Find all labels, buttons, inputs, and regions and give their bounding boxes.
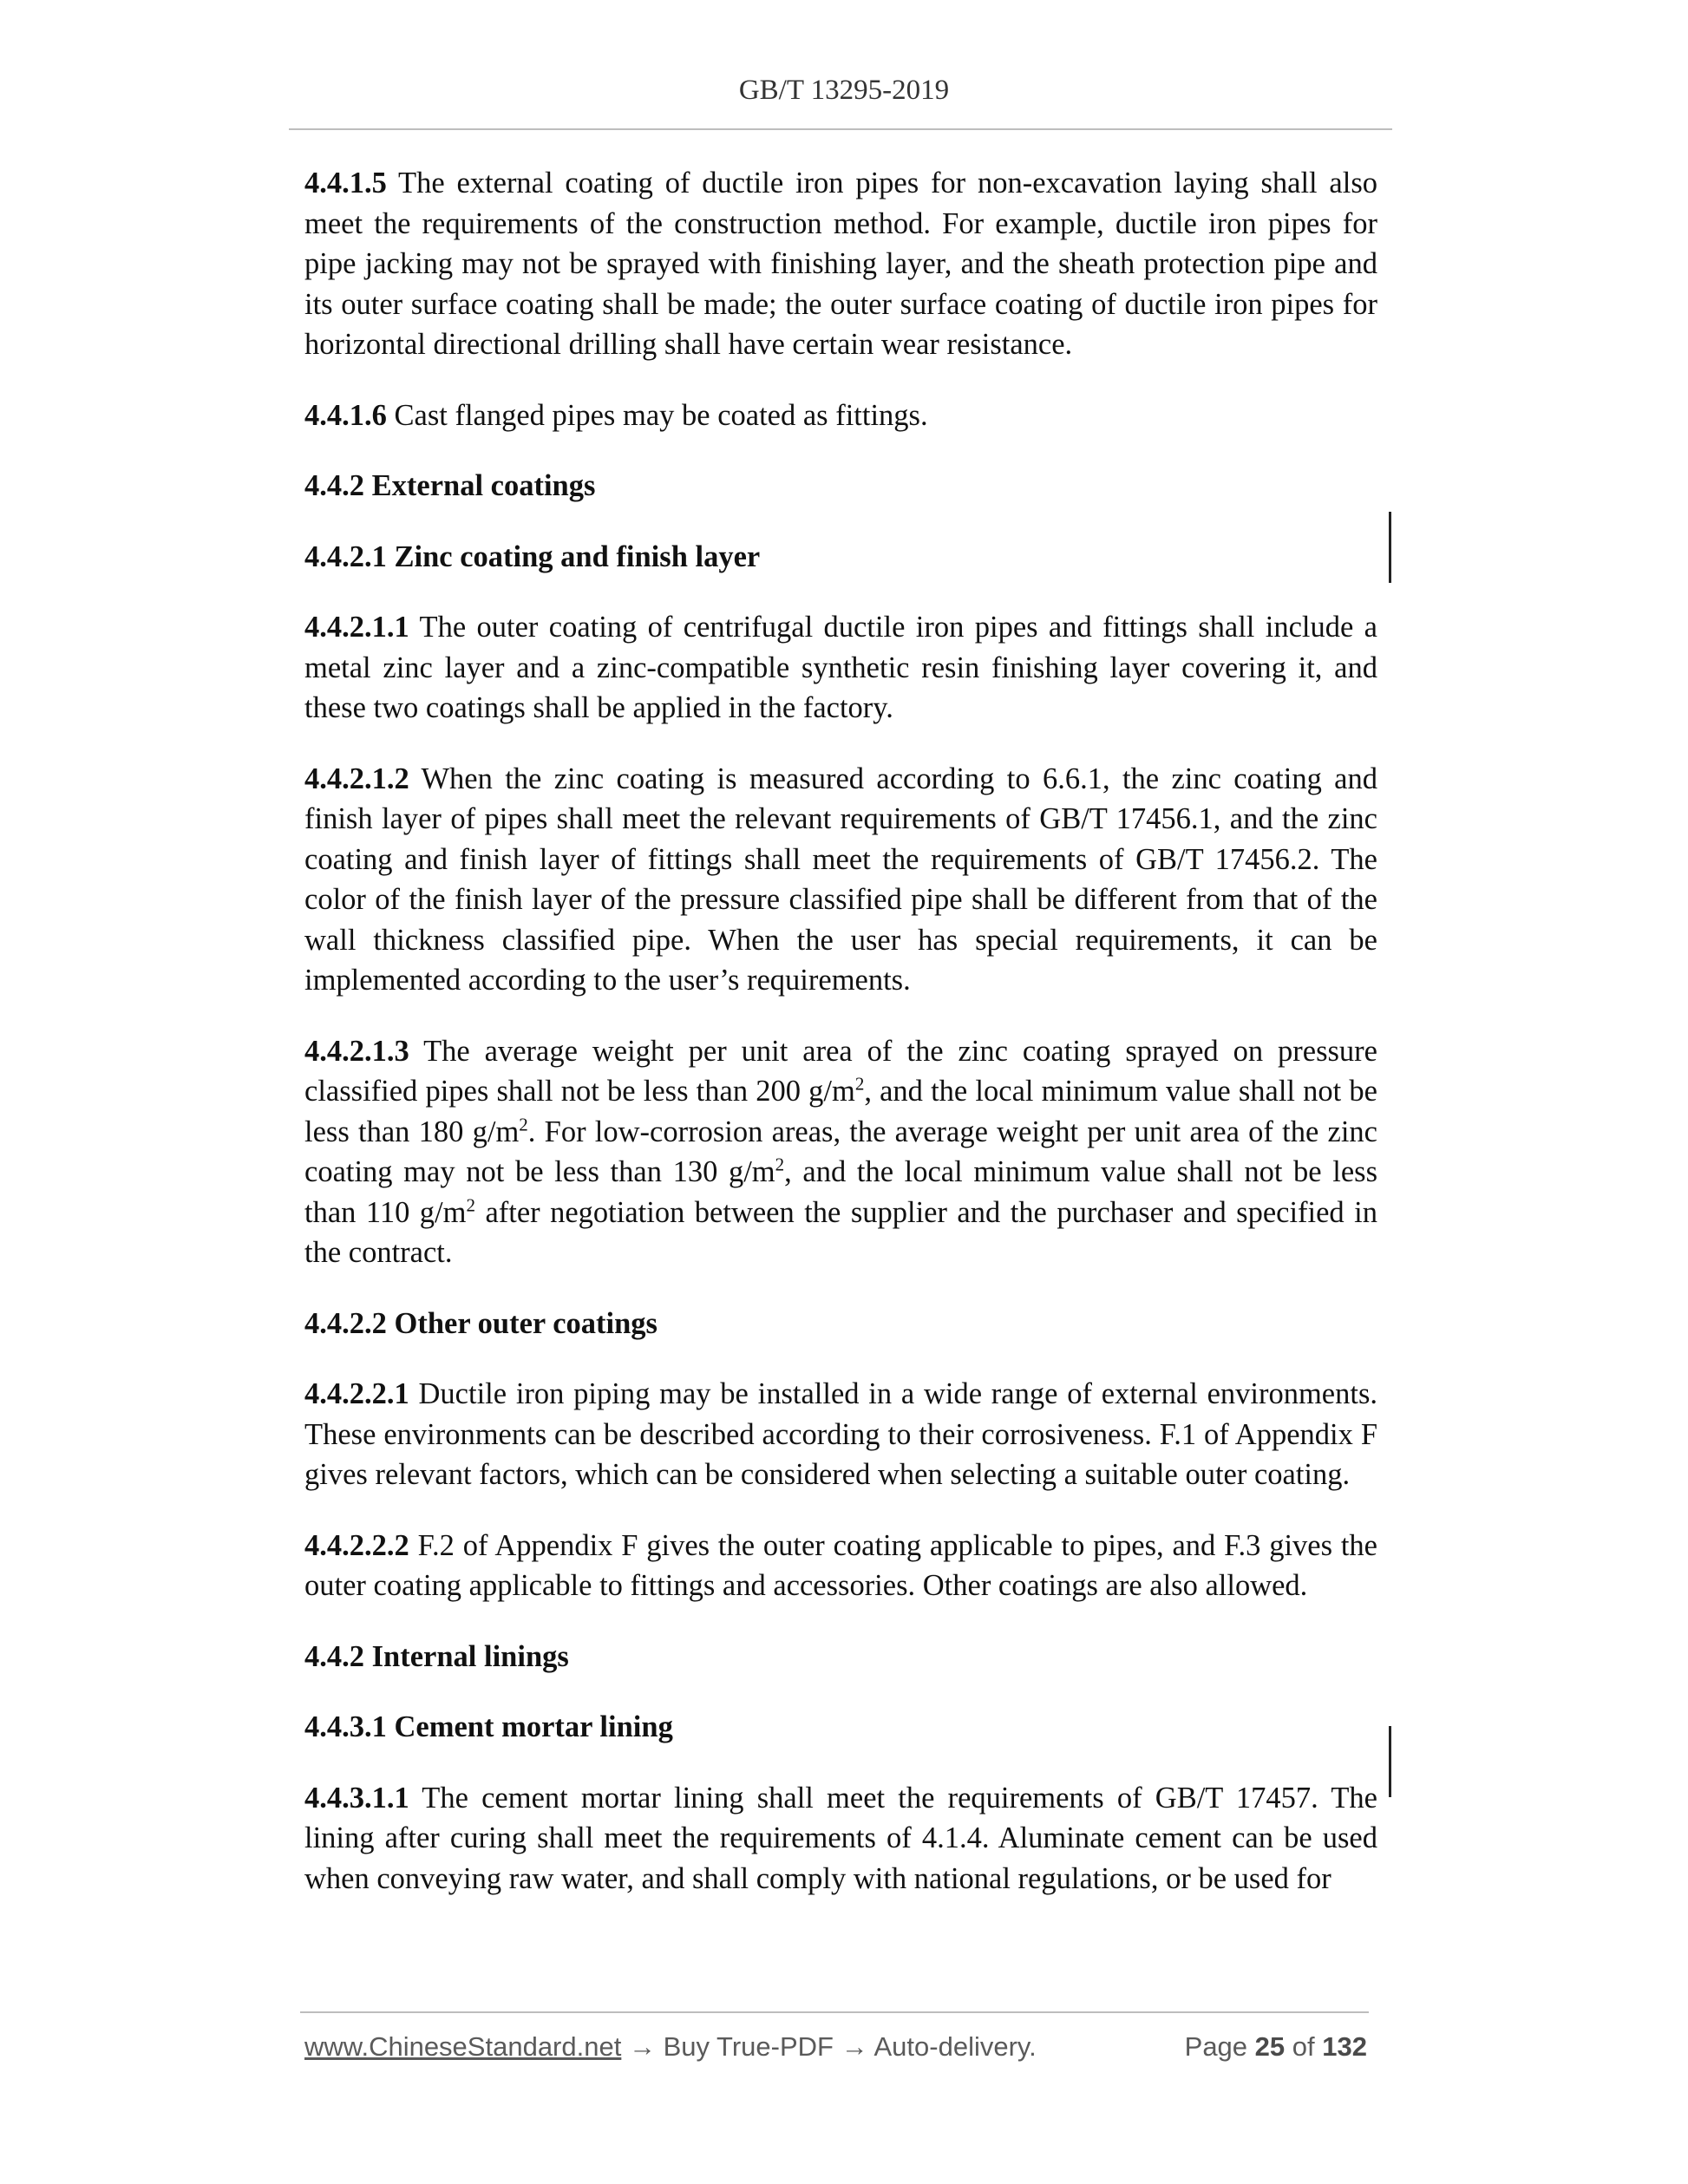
clause-text: When the zinc coating is measured according to 6.6.1, the zinc coating and finish layer of pipes shall meet the relevant requirements of GB/T 17456.1, and the zinc coating and finish layer of fittings shall meet the requirements of GB/T 17456.2. The color of the finish layer of the pressure classified pipe shall be different from that of the wall thickness classified pipe. When the user has special requirements, it can be implemented according to the user’s requirements. [304,762,1377,997]
arrow-right-icon: → [628,2031,656,2062]
revision-bar [1389,1726,1391,1797]
clause-text: , and the local minimum value shall not be less than 180 g/m [304,1075,1377,1148]
arrow-right-icon: → [841,2031,868,2062]
heading-4-4-3-1-cement-mortar-lining: 4.4.3.1 Cement mortar lining [304,1710,673,1743]
clause-number: 4.4.3.1.1 [304,1781,409,1815]
heading-4-4-2-external-coatings: 4.4.2 External coatings [304,469,596,502]
heading-4-4-2-internal-linings: 4.4.2 Internal linings [304,1639,569,1673]
page-counter [1185,2031,1367,2063]
clause-text: . For low-corrosion areas, the average weight per unit area of the zinc coating may not be less than 130 g/m [304,1115,1377,1188]
page-footer [304,2031,1371,2070]
clause-4-4-1-5 [304,163,1377,365]
footer-divider [300,2011,1369,2013]
clause-text: The average weight per unit area of the zinc coating sprayed on pressure classified pipes shall not be less than 200 g/m [304,1034,1377,1108]
total-pages-number: 132 [1322,2031,1367,2062]
heading-4-4-2-2-other-outer-coatings: 4.4.2.2 Other outer coatings [304,1306,658,1340]
superscript: 2 [466,1194,475,1215]
page-header: GB/T 13295-2019 [738,75,950,106]
clause-number: 4.4.2.2.2 [304,1528,409,1562]
clause-text: , and the local minimum value shall not be less than 110 g/m [304,1155,1377,1229]
clause-text: The external coating of ductile iron pipes for non-excavation laying shall also meet the requirements of the construction method. For example, ductile iron pipes for pipe jacking may not be sprayed with finishing layer, and the sheath protection pipe and its outer surface coating shall be made; the outer surface coating of ductile iron pipes for horizontal directional drilling shall have certain wear resistance. [304,167,1377,361]
site-link[interactable]: www.ChineseStandard.net [304,2031,622,2062]
clause-text: The cement mortar lining shall meet the requirements of GB/T 17457. The lining after curing shall meet the requirements of 4.1.4. Aluminate cement can be used when conveying raw water, and shall comply with national regulations, or be used for [304,1781,1377,1895]
clause-text: Ductile iron piping may be installed in a wide range of external environments. These environments can be described according to their corrosiveness. F.1 of Appendix F gives relevant factors, which can be considered when selecting a suitable outer coating. [304,1377,1377,1491]
clause-4-4-2-2-2 [304,1526,1377,1606]
superscript: 2 [854,1073,865,1095]
clause-4-4-2-1-2 [304,759,1377,1001]
heading-4-4-2-1-zinc-coating: 4.4.2.1 Zinc coating and finish layer [304,539,761,573]
clause-4-4-2-1-3 [304,1031,1377,1273]
clause-text: The outer coating of centrifugal ductile iron pipes and fittings shall include a metal zinc layer and a zinc-compatible synthetic resin finishing layer covering it, and these two coatings shall be applied in the factory. [304,611,1377,724]
clause-text: Cast flanged pipes may be coated as fittings. [386,398,928,432]
clause-number: 4.4.2.2.1 [304,1377,409,1410]
footer-promo [304,2031,1037,2063]
header-divider [289,128,1392,130]
delivery-label: Auto-delivery. [873,2031,1037,2062]
clause-4-4-2-1-1 [304,607,1377,729]
page-body [304,163,1377,1929]
page-label: Page [1184,2031,1248,2062]
superscript: 2 [775,1154,785,1175]
clause-number: 4.4.2.1.3 [304,1034,409,1068]
revision-bar [1389,512,1391,583]
superscript: 2 [519,1114,528,1135]
clause-text: after negotiation between the supplier and the purchaser and specified in the contract. [304,1195,1377,1269]
clause-4-4-3-1-1 [304,1778,1377,1900]
buy-pdf-label: Buy True-PDF [663,2031,834,2062]
clause-number: 4.4.2.1.1 [304,611,409,644]
current-page-number: 25 [1254,2031,1286,2062]
clause-4-4-2-2-1 [304,1374,1377,1495]
clause-number: 4.4.2.1.2 [304,762,409,795]
clause-text: F.2 of Appendix F gives the outer coating applicable to pipes, and F.3 gives the outer coating applicable to fittings and accessories. Other coatings are also allowed. [304,1528,1377,1602]
clause-number: 4.4.1.6 [304,398,387,432]
clause-number: 4.4.1.5 [304,167,387,199]
page-of-label: of [1292,2031,1315,2062]
clause-4-4-1-6 [304,396,1377,436]
